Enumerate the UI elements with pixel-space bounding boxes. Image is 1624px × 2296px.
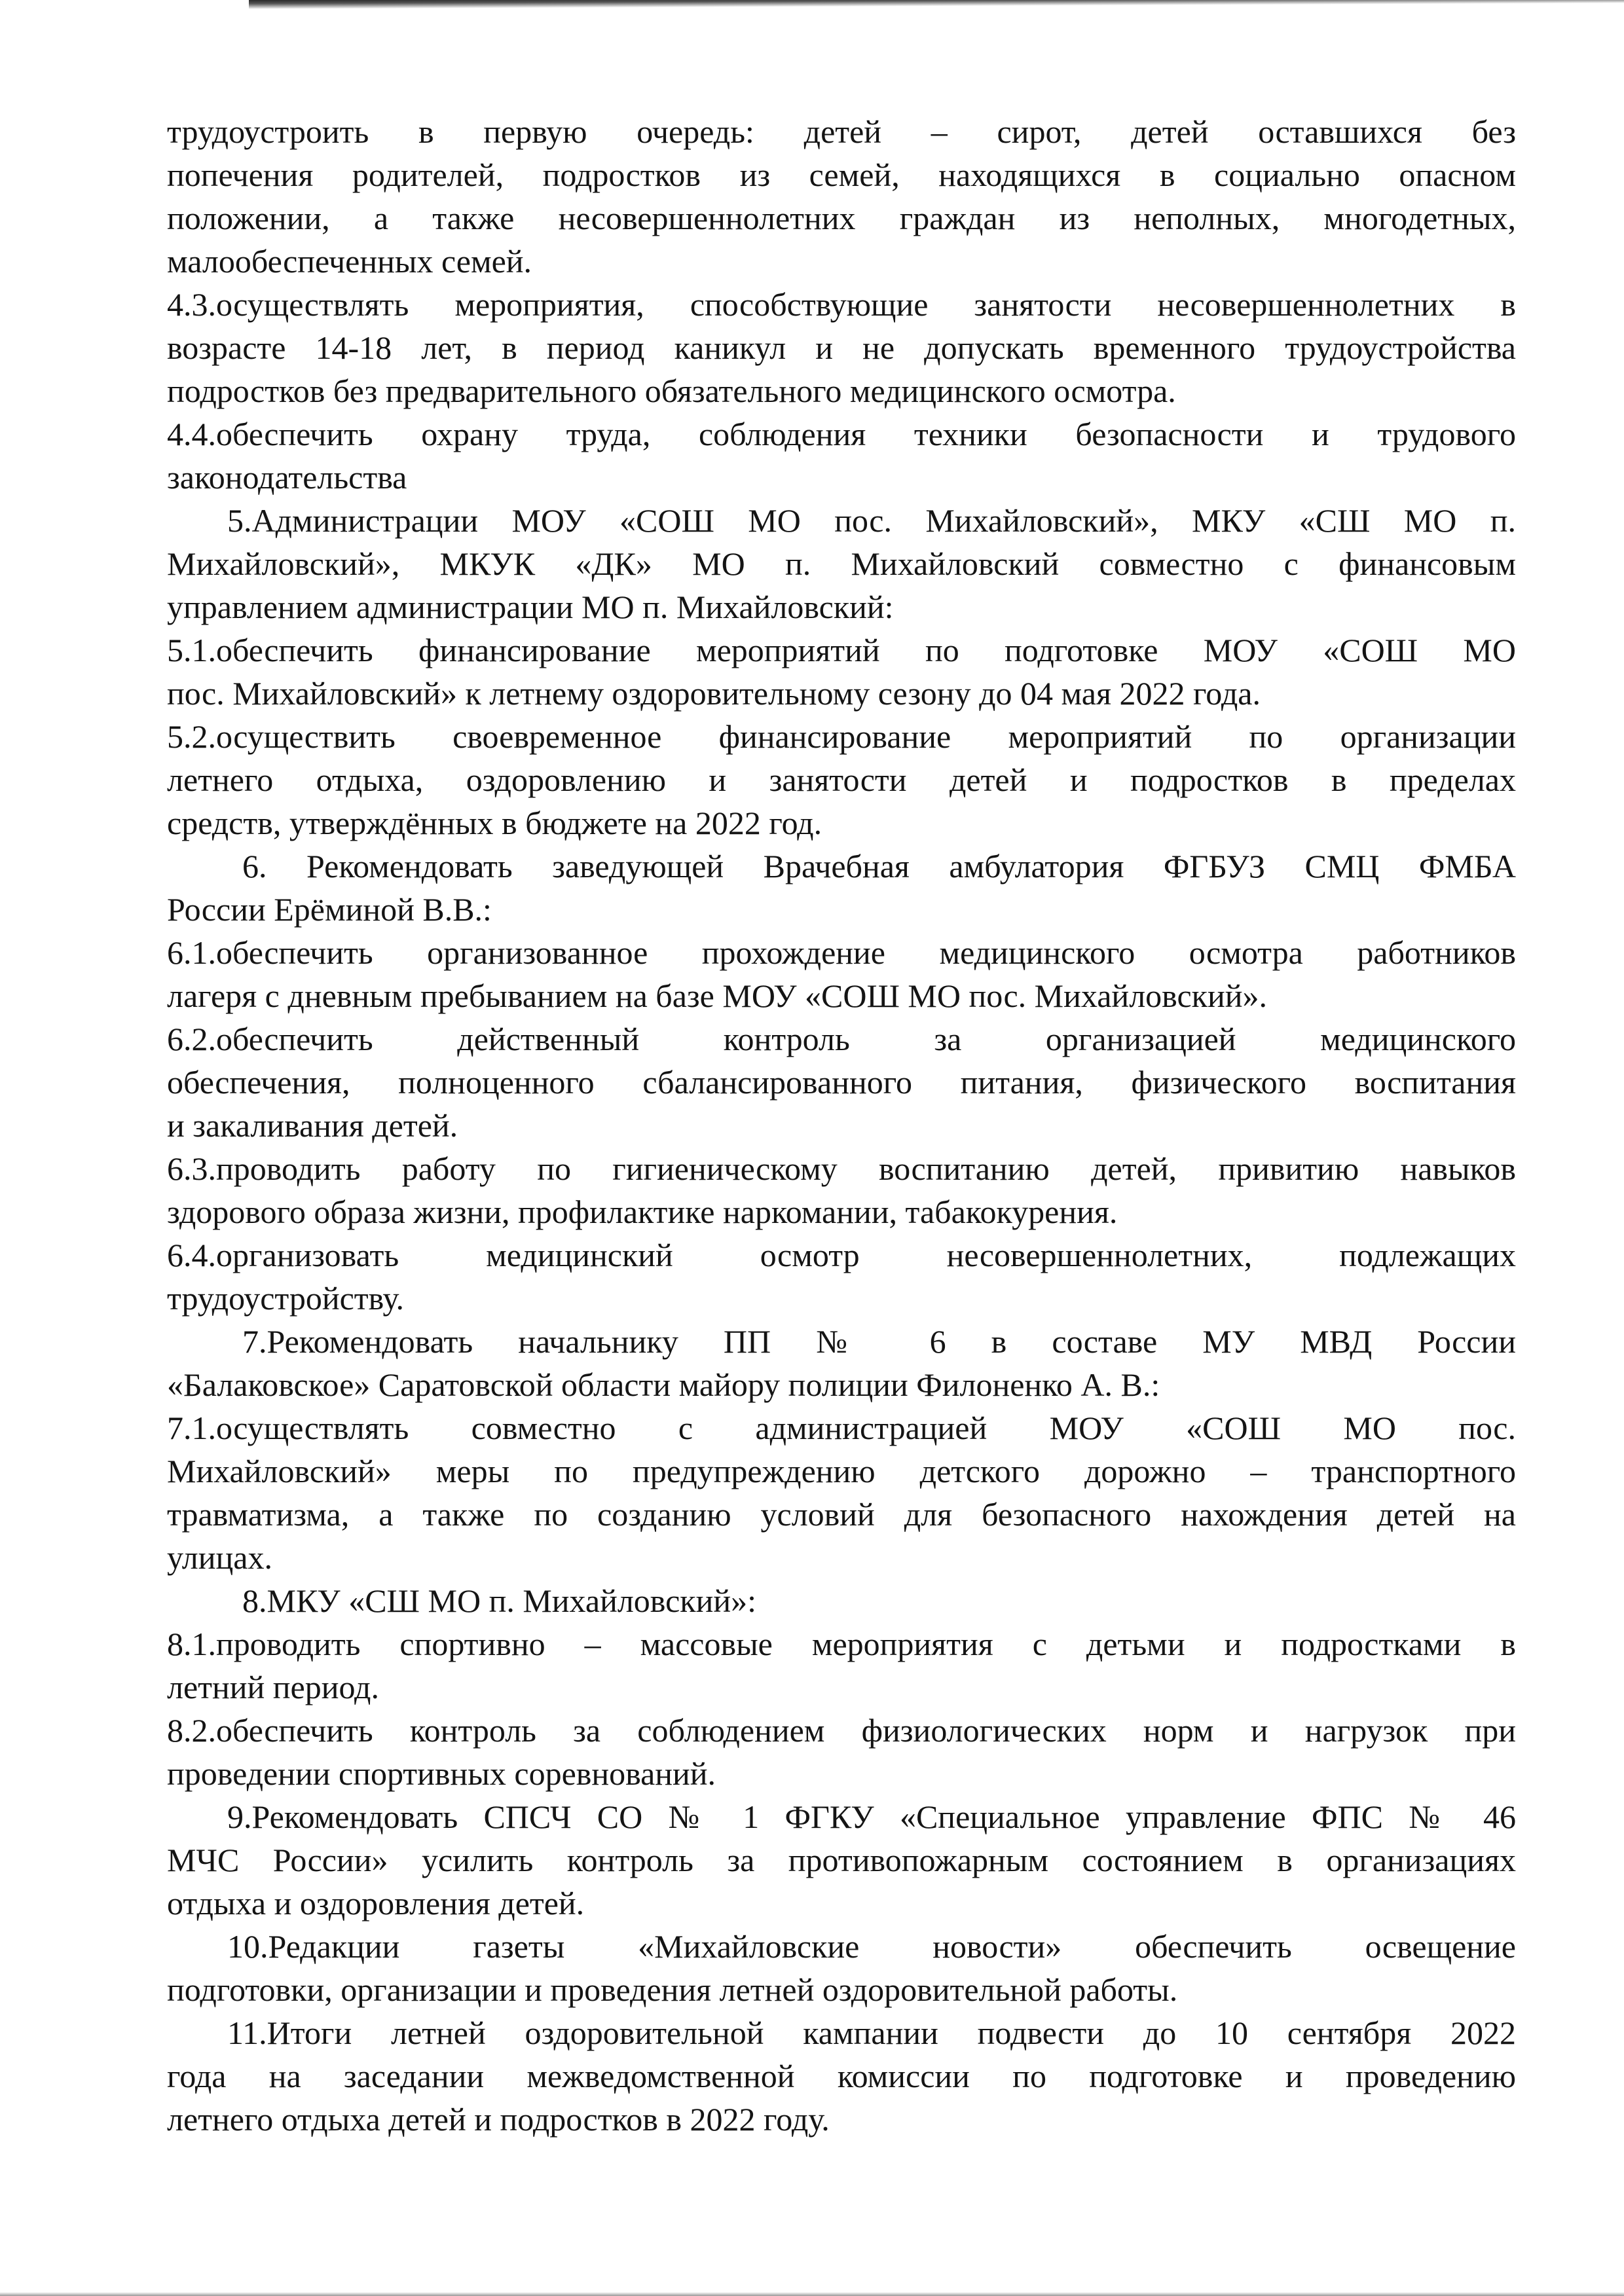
paragraph-line: 11.Итоги летней оздоровительной кампании подвести до 10 сентября 2022 bbox=[227, 2014, 1516, 2051]
paragraph-line: возрасте 14-18 лет, в период каникул и не допускать временного трудоустройства bbox=[167, 329, 1516, 366]
paragraph-line: травматизма, а также по созданию условий для безопасного нахождения детей на bbox=[167, 1496, 1516, 1533]
paragraph-line: 8.2.обеспечить контроль за соблюдением физиологических норм и нагрузок при bbox=[167, 1712, 1516, 1749]
paragraph-p-6-3 bbox=[167, 1147, 1516, 1233]
scan-bottom-edge bbox=[0, 2292, 1624, 2296]
paragraph-line: 8.МКУ «СШ МО п. Михайловский»: bbox=[242, 1582, 756, 1619]
paragraph-line: положении, а также несовершеннолетних граждан из неполных, многодетных, bbox=[167, 200, 1516, 236]
paragraph-p-6-2 bbox=[167, 1017, 1516, 1147]
paragraph-line: летнего отдыха, оздоровлению и занятости детей и подростков в пределах bbox=[167, 761, 1516, 798]
document-body bbox=[167, 110, 1516, 2141]
paragraph-p-8 bbox=[167, 1579, 1516, 1622]
paragraph-p-5 bbox=[167, 499, 1516, 629]
paragraph-line: 6.4.организовать медицинский осмотр несовершеннолетних, подлежащих bbox=[167, 1237, 1516, 1273]
paragraph-line: 4.3.осуществлять мероприятия, способствующие занятости несовершеннолетних в bbox=[167, 286, 1516, 323]
paragraph-line: 5.2.осуществить своевременное финансирование мероприятий по организации bbox=[167, 718, 1516, 755]
paragraph-line: России Ерёминой В.В.: bbox=[167, 891, 492, 928]
paragraph-line: 10.Редакции газеты «Михайловские новости» обеспечить освещение bbox=[227, 1928, 1516, 1965]
paragraph-line: трудоустройству. bbox=[167, 1280, 405, 1317]
paragraph-line: 8.1.проводить спортивно – массовые мероприятия с детьми и подростками в bbox=[167, 1626, 1516, 1662]
paragraph-line: пос. Михайловский» к летнему оздоровительному сезону до 04 мая 2022 года. bbox=[167, 675, 1261, 712]
paragraph-p-9 bbox=[167, 1795, 1516, 1925]
paragraph-line: лагеря с дневным пребыванием на базе МОУ «СОШ МО пос. Михайловский». bbox=[167, 977, 1267, 1014]
paragraph-p-10 bbox=[167, 1925, 1516, 2011]
paragraph-p-6-1 bbox=[167, 931, 1516, 1017]
paragraph-p-11 bbox=[167, 2011, 1516, 2141]
paragraph-line: «Балаковское» Саратовской области майору полиции Филоненко А. В.: bbox=[167, 1366, 1160, 1403]
paragraph-p-7 bbox=[167, 1320, 1516, 1406]
paragraph-line: МЧС России» усилить контроль за противопожарным состоянием в организациях bbox=[167, 1842, 1516, 1878]
paragraph-line: 6. Рекомендовать заведующей Врачебная амбулатория ФГБУЗ СМЦ ФМБА bbox=[242, 848, 1516, 884]
paragraph-line: законодательства bbox=[167, 459, 407, 496]
paragraph-line: Михайловский», МКУК «ДК» МО п. Михайловский совместно с финансовым bbox=[167, 545, 1516, 582]
paragraph-line: Михайловский» меры по предупреждению детского дорожно – транспортного bbox=[167, 1453, 1516, 1489]
paragraph-line: малообеспеченных семей. bbox=[167, 243, 532, 280]
paragraph-line: проведении спортивных соревнований. bbox=[167, 1755, 716, 1792]
paragraph-line: 5.Администрации МОУ «СОШ МО пос. Михайловский», МКУ «СШ МО п. bbox=[227, 502, 1516, 539]
paragraph-p-4-4 bbox=[167, 412, 1516, 499]
paragraph-line: обеспечения, полноценного сбалансированного питания, физического воспитания bbox=[167, 1064, 1516, 1101]
paragraph-line: 6.1.обеспечить организованное прохождение медицинского осмотра работников bbox=[167, 934, 1516, 971]
paragraph-p-6-4 bbox=[167, 1233, 1516, 1320]
paragraph-line: средств, утверждённых в бюджете на 2022 год. bbox=[167, 805, 822, 841]
paragraph-line: 7.1.осуществлять совместно с администрацией МОУ «СОШ МО пос. bbox=[167, 1410, 1516, 1446]
paragraph-line: и закаливания детей. bbox=[167, 1107, 458, 1144]
paragraph-line: 6.3.проводить работу по гигиеническому воспитанию детей, привитию навыков bbox=[167, 1150, 1516, 1187]
paragraph-line: подростков без предварительного обязательного медицинского осмотра. bbox=[167, 373, 1176, 409]
paragraph-line: летнего отдыха детей и подростков в 2022 году. bbox=[167, 2101, 830, 2138]
paragraph-line: 4.4.обеспечить охрану труда, соблюдения техники безопасности и трудового bbox=[167, 416, 1516, 452]
paragraph-line: управлением администрации МО п. Михайловский: bbox=[167, 589, 894, 625]
paragraph-line: летний период. bbox=[167, 1669, 379, 1705]
paragraph-line: отдыха и оздоровления детей. bbox=[167, 1885, 585, 1922]
paragraph-line: трудоустроить в первую очередь: детей – сирот, детей оставшихся без bbox=[167, 113, 1516, 150]
paragraph-p-7-1 bbox=[167, 1406, 1516, 1579]
paragraph-line: 6.2.обеспечить действенный контроль за организацией медицинского bbox=[167, 1021, 1516, 1057]
paragraph-line: улицах. bbox=[167, 1539, 272, 1576]
paragraph-p-8-2 bbox=[167, 1709, 1516, 1795]
paragraph-line: 7.Рекомендовать начальнику ПП № 6 в составе МУ МВД России bbox=[242, 1323, 1516, 1360]
paragraph-line: попечения родителей, подростков из семей, находящихся в социально опасном bbox=[167, 156, 1516, 193]
paragraph-line: подготовки, организации и проведения летней оздоровительной работы. bbox=[167, 1971, 1178, 2008]
scan-top-edge bbox=[249, 0, 1624, 9]
paragraph-p-4-3 bbox=[167, 283, 1516, 412]
paragraph-line: здорового образа жизни, профилактике наркомании, табакокурения. bbox=[167, 1194, 1118, 1230]
paragraph-p-6 bbox=[167, 845, 1516, 931]
paragraph-p-4-2-cont bbox=[167, 110, 1516, 283]
paragraph-p-5-1 bbox=[167, 629, 1516, 715]
paragraph-p-5-2 bbox=[167, 715, 1516, 845]
paragraph-line: года на заседании межведомственной комиссии по подготовке и проведению bbox=[167, 2058, 1516, 2094]
paragraph-p-8-1 bbox=[167, 1622, 1516, 1709]
paragraph-line: 5.1.обеспечить финансирование мероприятий по подготовке МОУ «СОШ МО bbox=[167, 632, 1516, 668]
paragraph-line: 9.Рекомендовать СПСЧ СО № 1 ФГКУ «Специальное управление ФПС № 46 bbox=[227, 1798, 1516, 1835]
